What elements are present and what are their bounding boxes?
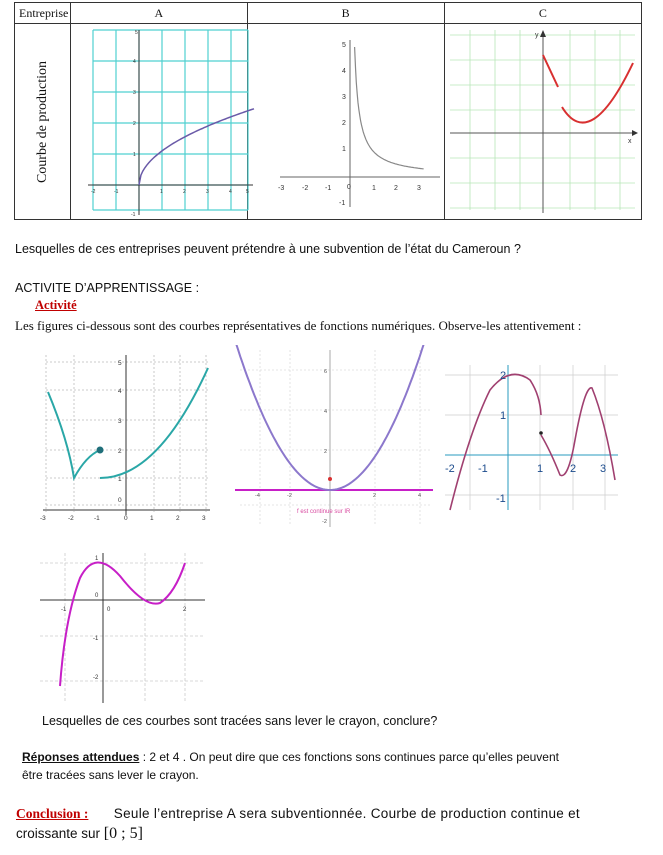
figure-3-tick: -1 [496, 493, 506, 505]
activity-intro: Les figures ci-dessous sont des courbes représentatives de fonctions numériques. Observe-les attentivement : [15, 318, 582, 333]
header-c: C [444, 3, 641, 24]
chart-c-x-arrow [632, 130, 638, 136]
figure-3-tick: 1 [537, 463, 544, 475]
question-subvention: Lesquelles de ces entreprises peuvent prétendre à une subvention de l’état du Cameroun ? [15, 242, 521, 256]
figure-2-tick: -4 [255, 493, 260, 499]
figure-3-tick: -2 [445, 463, 455, 475]
figure-1-grid [46, 355, 208, 512]
answer-text-2: être tracées sans lever le crayon. [22, 768, 199, 782]
answer-text: : 2 et 4 . On peut dire que ces fonctions sons continues parce qu’elles peuvent [139, 750, 559, 764]
chart-b-tick: 2 [342, 120, 346, 127]
figure-2-point [328, 477, 332, 481]
figure-1-tick: 4 [118, 388, 122, 395]
figure-2-tick: -2 [322, 519, 327, 525]
chart-c-x-label: x [628, 138, 632, 145]
chart-b-tick: -1 [339, 200, 346, 207]
figure-1-tick: -1 [94, 515, 100, 522]
figure-2-tick: 4 [418, 493, 422, 499]
figure-3-tick: 2 [500, 370, 507, 382]
chart-a-tick: -1 [114, 189, 119, 195]
chart-a-tick: 4 [133, 59, 136, 65]
figure-4-tick: 0 [95, 593, 99, 599]
figure-2-tick: 4 [324, 409, 328, 415]
conclusion-text-2: croissante sur [16, 826, 104, 841]
chart-a-tick: 3 [206, 189, 209, 195]
conclusion-block [16, 806, 656, 822]
figure-1 [38, 350, 213, 522]
chart-b-tick: 1 [372, 185, 376, 192]
chart-c [450, 25, 640, 218]
figure-3 [440, 360, 620, 515]
figure-1-tick: 2 [118, 448, 122, 455]
chart-b [260, 25, 450, 218]
figure-2-grid [240, 350, 430, 525]
figure-2-tick: 2 [373, 493, 377, 499]
figure-1-closed-point [97, 447, 104, 454]
conclusion-text: Seule l’entreprise A sera subventionnée. Courbe de production continue et [113, 806, 580, 821]
conclusion-interval: [0 ; 5] [103, 825, 143, 842]
figure-1-tick: 0 [118, 497, 122, 504]
chart-a [88, 25, 258, 218]
chart-c-y-arrow [540, 30, 546, 37]
figure-4-curve [60, 562, 185, 686]
answer-label: Réponses attendues [22, 750, 140, 764]
figure-3-tick: 3 [600, 463, 607, 475]
figure-1-tick: -3 [40, 515, 46, 522]
chart-c-y-label: y [535, 32, 539, 39]
figure-3-tick: -1 [478, 463, 488, 475]
figure-4-tick: 1 [95, 556, 99, 562]
question-continuity: Lesquelles de ces courbes sont tracées sans lever le crayon, conclure? [42, 714, 438, 728]
answer-block [22, 750, 652, 764]
figure-4-tick: -2 [93, 675, 99, 681]
chart-a-tick: 5 [246, 189, 249, 195]
figure-2-tick: 6 [324, 369, 328, 375]
chart-b-tick: 4 [342, 68, 346, 75]
figure-3-point [539, 431, 543, 435]
chart-b-tick: -1 [325, 185, 332, 192]
figure-4-labels [61, 556, 187, 681]
header-b: B [247, 3, 444, 24]
figure-4-tick: -1 [61, 607, 67, 613]
chart-b-tick: 3 [342, 94, 346, 101]
chart-a-labels [91, 30, 249, 218]
row-label-cell [15, 24, 71, 220]
chart-a-tick: 4 [229, 189, 232, 195]
figure-1-tick: -2 [68, 515, 74, 522]
figure-1-tick: 2 [176, 515, 180, 522]
chart-a-tick: 5 [135, 30, 138, 36]
figure-1-tick: 3 [118, 418, 122, 425]
chart-a-tick: 1 [160, 189, 163, 195]
chart-a-tick: 2 [183, 189, 186, 195]
figure-2-annotation: f est continue sur IR [297, 509, 351, 515]
figure-4-tick: 0 [107, 607, 111, 613]
chart-b-tick: 0 [347, 184, 351, 191]
activity-label: Activité [35, 298, 77, 312]
figure-4 [35, 548, 210, 708]
figure-3-curve-left [450, 374, 544, 510]
figure-2 [235, 345, 435, 530]
figure-3-labels [445, 370, 606, 505]
chart-a-tick: 1 [133, 152, 136, 158]
activity-heading: ACTIVITE D’APPRENTISSAGE : [15, 281, 200, 295]
chart-b-tick: -3 [278, 185, 285, 192]
figure-1-tick: 0 [124, 515, 128, 522]
chart-c-curve-branch-2 [562, 63, 633, 123]
chart-a-tick: 3 [133, 90, 136, 96]
figure-2-tick: -2 [287, 493, 292, 499]
header-a: A [71, 3, 248, 24]
chart-a-tick: -1 [131, 212, 136, 218]
chart-a-grid [93, 30, 248, 210]
figure-4-tick: -1 [93, 636, 99, 642]
figure-2-tick: 2 [324, 449, 328, 455]
chart-a-tick: 2 [133, 121, 136, 127]
chart-b-tick: 5 [342, 42, 346, 49]
figure-1-tick: 1 [118, 476, 122, 483]
chart-a-curve [139, 109, 254, 185]
row-label: Courbe de production [34, 60, 50, 183]
conclusion-label: Conclusion : [16, 806, 89, 821]
header-entreprise: Entreprise [15, 3, 71, 24]
figure-1-tick: 3 [202, 515, 206, 522]
figure-3-tick: 1 [500, 410, 507, 422]
figure-1-tick: 1 [150, 515, 154, 522]
chart-b-tick: -2 [302, 185, 309, 192]
chart-b-tick: 2 [394, 185, 398, 192]
conclusion-line-2 [16, 825, 143, 843]
figure-1-tick: 5 [118, 360, 122, 367]
chart-b-tick: 3 [417, 185, 421, 192]
chart-a-tick: -2 [91, 189, 96, 195]
figure-3-tick: 2 [570, 463, 577, 475]
chart-b-curve [355, 47, 424, 169]
chart-b-tick: 1 [342, 146, 346, 153]
figure-4-tick: 2 [183, 607, 187, 613]
